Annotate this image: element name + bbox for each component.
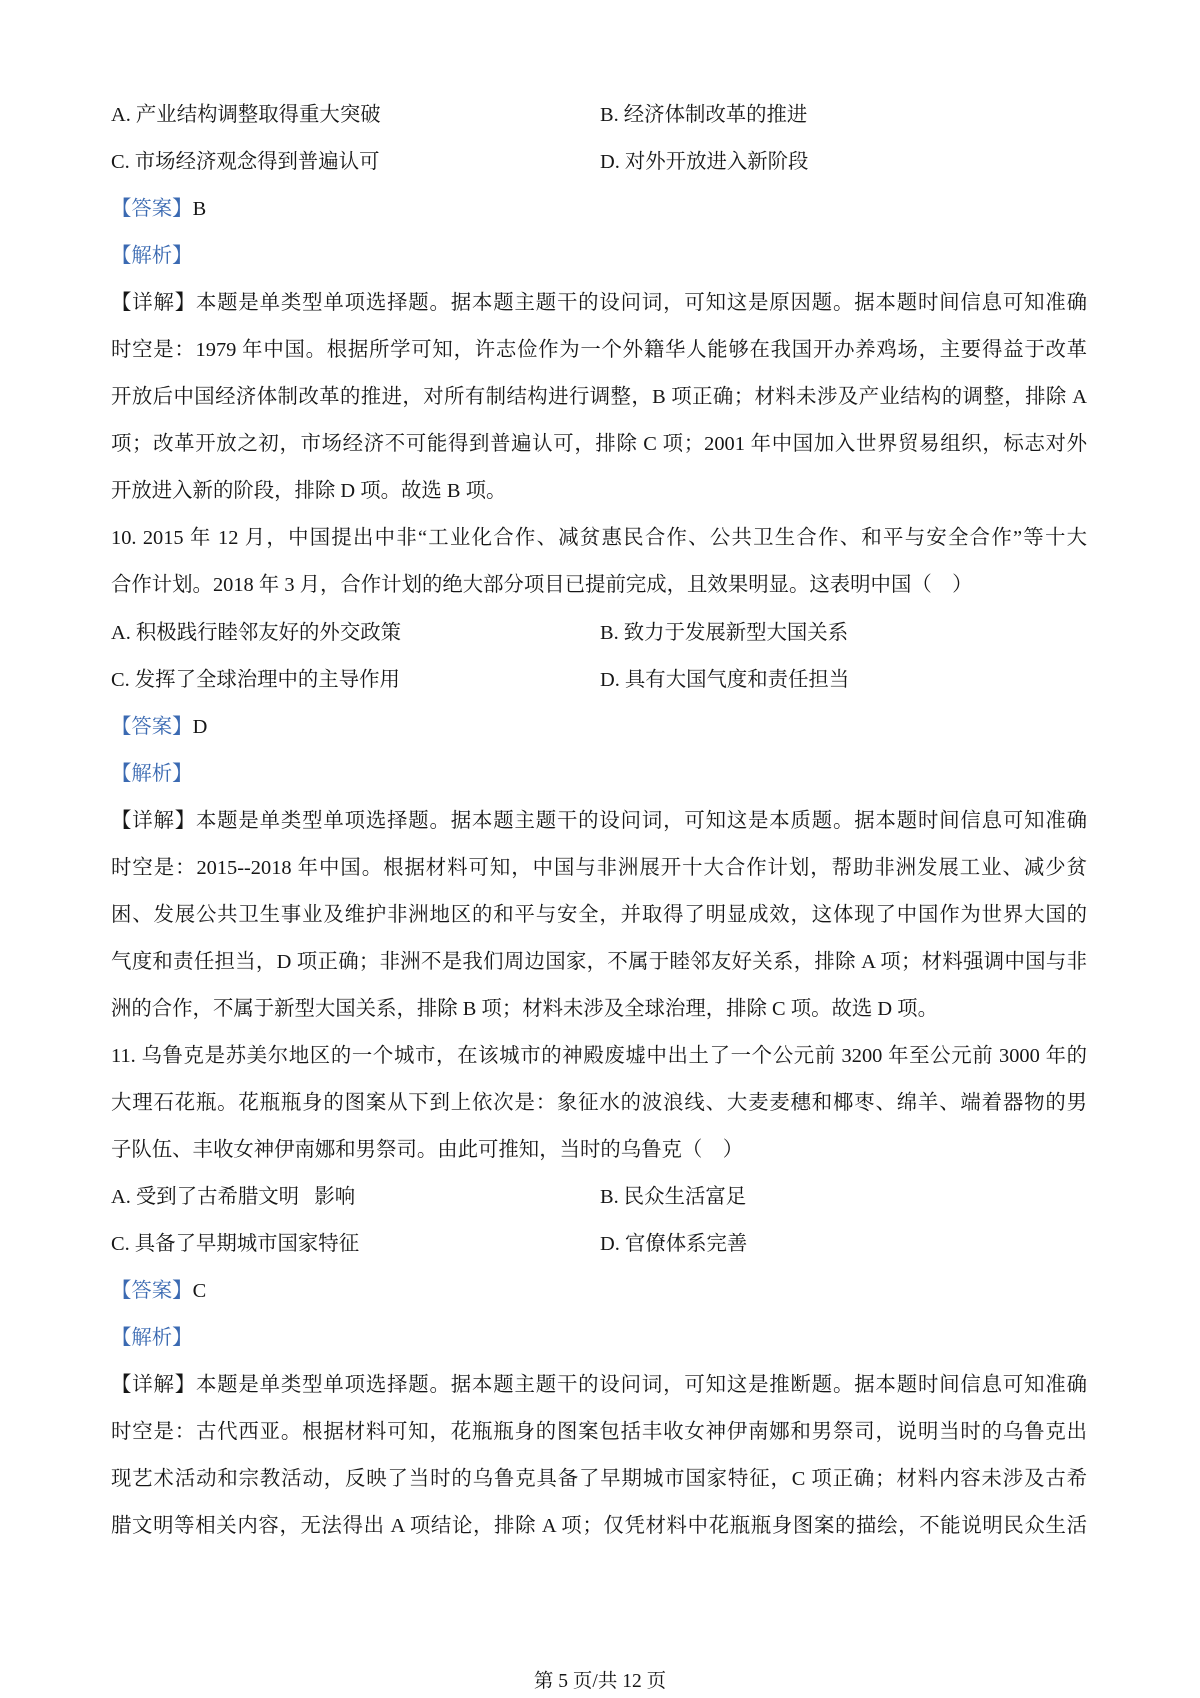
option-d: D. 对外开放进入新阶段 bbox=[600, 151, 809, 174]
detail-line: 困、发展公共卫生事业及维护非洲地区的和平与安全，并取得了明显成效，这体现了中国作为世界大国的 bbox=[111, 903, 1087, 926]
answer-line bbox=[111, 186, 1087, 233]
option-c: C. 市场经济观念得到普遍认可 bbox=[111, 151, 380, 174]
analysis-label: 【解析】 bbox=[111, 245, 193, 268]
option-b: B. 经济体制改革的推进 bbox=[600, 104, 808, 126]
answer-line bbox=[111, 1268, 1087, 1315]
options-row-cd bbox=[111, 657, 1087, 704]
answer-value: B bbox=[192, 198, 207, 221]
detail-line: 开放后中国经济体制改革的推进，对所有制结构进行调整，B 项正确；材料未涉及产业结构的调整，排除 A bbox=[111, 386, 1087, 409]
answer-label: 【答案】 bbox=[111, 1280, 193, 1303]
detail-line: 项；改革开放之初，市场经济不可能得到普遍认可，排除 C 项；2001 年中国加入世界贸易组织，标志对外 bbox=[111, 433, 1087, 456]
answer-value: D bbox=[192, 715, 208, 738]
page-content bbox=[111, 92, 1087, 1550]
option-d: D. 官僚体系完善 bbox=[600, 1233, 748, 1256]
question-10 bbox=[111, 515, 1087, 1033]
answer-value: C bbox=[192, 1280, 207, 1303]
options-row-ab bbox=[111, 610, 1087, 657]
page-number-footer: 第 5 页/共 12 页 bbox=[533, 1671, 667, 1692]
option-b: B. 民众生活富足 bbox=[600, 1186, 747, 1209]
question-stem-line: 合作计划。2018 年 3 月，合作计划的绝大部分项目已提前完成，且效果明显。这表明中国（ ） bbox=[111, 574, 973, 597]
options-row-ab bbox=[111, 92, 1087, 139]
option-a: A. 产业结构调整取得重大突破 bbox=[111, 104, 381, 126]
question-stem-line: 大理石花瓶。花瓶瓶身的图案从下到上依次是：象征水的波浪线、大麦麦穗和椰枣、绵羊、端着器物的男 bbox=[111, 1091, 1087, 1114]
detail-line: 腊文明等相关内容，无法得出 A 项结论，排除 A 项；仅凭材料中花瓶瓶身图案的描绘，不能说明民众生活 bbox=[111, 1515, 1087, 1538]
answer-line bbox=[111, 704, 1087, 751]
option-c: C. 发挥了全球治理中的主导作用 bbox=[111, 668, 400, 691]
options-row-ab bbox=[111, 1174, 1087, 1221]
detail-line: 洲的合作，不属于新型大国关系，排除 B 项；材料未涉及全球治理，排除 C 项。故选 D 项。 bbox=[111, 997, 938, 1020]
option-c: C. 具备了早期城市国家特征 bbox=[111, 1233, 360, 1256]
detail-line: 开放进入新的阶段，排除 D 项。故选 B 项。 bbox=[111, 480, 507, 503]
option-b: B. 致力于发展新型大国关系 bbox=[600, 621, 849, 644]
question-stem-line: 10. 2015 年 12 月，中国提出中非“工业化合作、减贫惠民合作、公共卫生合作、和平与安全合作”等十大 bbox=[111, 527, 1087, 550]
analysis-label: 【解析】 bbox=[111, 762, 193, 785]
answer-label: 【答案】 bbox=[111, 715, 193, 738]
analysis-label: 【解析】 bbox=[111, 1327, 193, 1350]
option-d: D. 具有大国气度和责任担当 bbox=[600, 668, 850, 691]
detail-line: 【详解】本题是单类型单项选择题。据本题主题干的设问词，可知这是本质题。据本题时间信息可知准确 bbox=[111, 809, 1087, 832]
option-a: A. 积极践行睦邻友好的外交政策 bbox=[111, 621, 401, 644]
question-stem-line: 11. 乌鲁克是苏美尔地区的一个城市，在该城市的神殿废墟中出土了一个公元前 3200 年至公元前 3000 年的 bbox=[111, 1044, 1087, 1067]
detail-line: 【详解】本题是单类型单项选择题。据本题主题干的设问词，可知这是原因题。据本题时间信息可知准确 bbox=[111, 292, 1087, 315]
detail-line: 【详解】本题是单类型单项选择题。据本题主题干的设问词，可知这是推断题。据本题时间信息可知准确 bbox=[111, 1374, 1087, 1397]
detail-line: 现艺术活动和宗教活动，反映了当时的乌鲁克具备了早期城市国家特征，C 项正确；材料内容未涉及古希 bbox=[111, 1468, 1087, 1491]
question-9-tail bbox=[111, 92, 1087, 515]
answer-label: 【答案】 bbox=[111, 198, 193, 221]
option-a: A. 受到了古希腊文明 影响 bbox=[111, 1186, 356, 1209]
detail-line: 时空是：2015--2018 年中国。根据材料可知，中国与非洲展开十大合作计划，帮助非洲发展工业、减少贫 bbox=[111, 856, 1087, 879]
options-row-cd bbox=[111, 139, 1087, 186]
detail-line: 时空是：1979 年中国。根据所学可知，许志俭作为一个外籍华人能够在我国开办养鸡场，主要得益于改革 bbox=[111, 339, 1087, 362]
detail-line: 时空是：古代西亚。根据材料可知，花瓶瓶身的图案包括丰收女神伊南娜和男祭司，说明当时的乌鲁克出 bbox=[111, 1421, 1087, 1444]
question-stem-line: 子队伍、丰收女神伊南娜和男祭司。由此可推知，当时的乌鲁克（ ） bbox=[111, 1139, 744, 1162]
options-row-cd bbox=[111, 1221, 1087, 1268]
question-11 bbox=[111, 1033, 1087, 1551]
detail-line: 气度和责任担当，D 项正确；非洲不是我们周边国家，不属于睦邻友好关系，排除 A 项；材料强调中国与非 bbox=[111, 950, 1087, 973]
